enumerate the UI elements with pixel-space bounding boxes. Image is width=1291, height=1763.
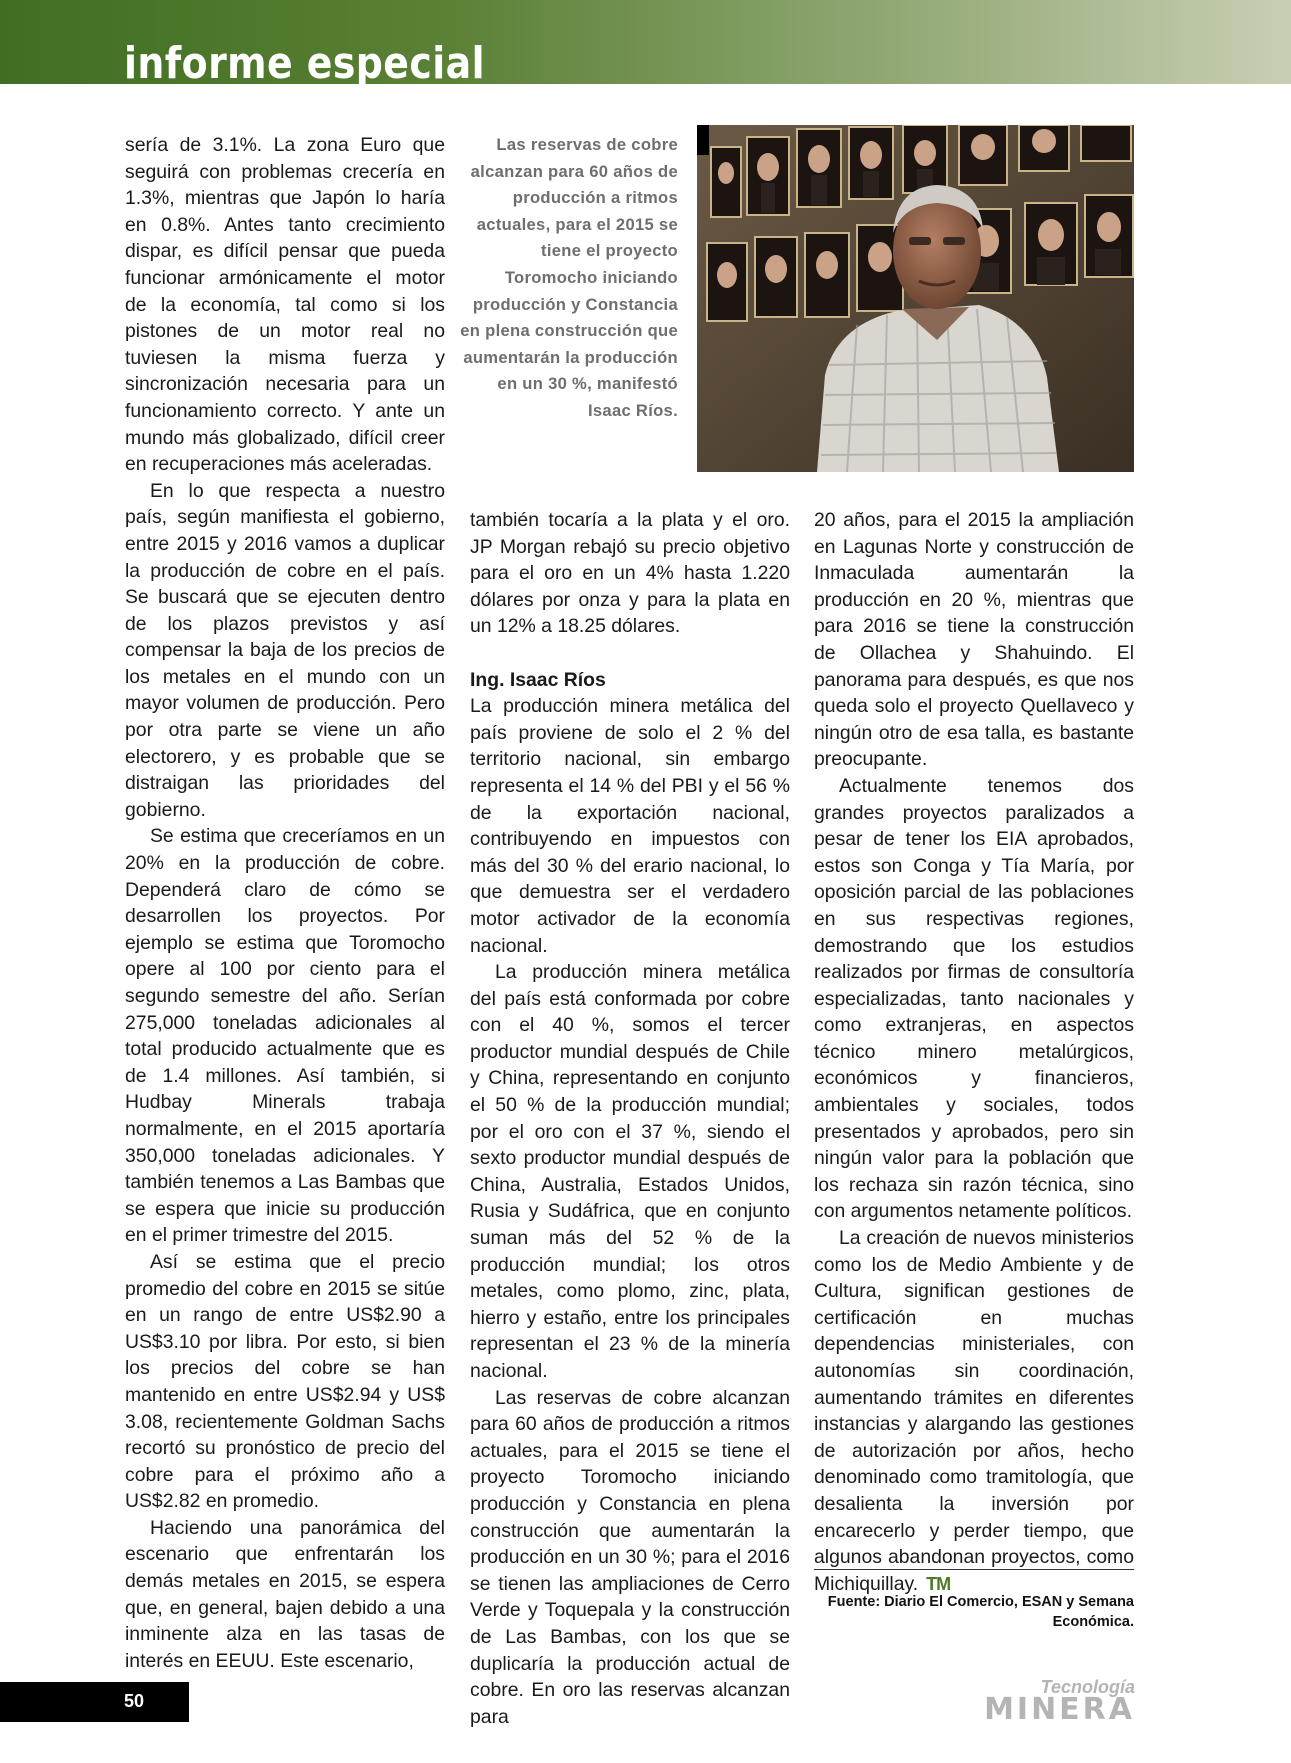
photo-isaac-rios	[697, 125, 1134, 472]
page-number-box	[0, 1682, 189, 1722]
column-3	[814, 507, 1134, 1597]
pull-quote	[460, 132, 678, 425]
subheading: Ing. Isaac Ríos	[470, 668, 606, 691]
column-1	[125, 132, 445, 1674]
logo-top-text: Tecnología	[1040, 1677, 1135, 1697]
logo-bottom-text: MINERA	[984, 1692, 1135, 1727]
column-2	[470, 507, 790, 1730]
paragraph: sería de 3.1%. La zona Euro que seguirá con problemas crecería en 1.3%, mientras que Japón lo haría en 0.8%. Antes tanto crecimiento dispar, es difícil pensar que pueda funcionar armónicamente el motor de la economía, tal como si los pistones de un motor real no tuviesen la misma fuerza y sincronización necesaria para un funcionamiento correcto. Y ante un mundo más globalizado, difícil creer en recuperaciones más aceleradas.	[125, 134, 445, 476]
spacer	[470, 640, 790, 667]
paragraph: Haciendo una panorámica del escenario que enfrentarán los demás metales en 2015, se espera que, en general, bajen debido a una inminente alza en las tasas de interés en EEUU. Este escenario,	[125, 1516, 445, 1672]
divider	[814, 1569, 1134, 1570]
section-title: informe especial	[124, 38, 486, 89]
paragraph: 20 años, para el 2015 la ampliación en Lagunas Norte y construcción de Inmaculada aumentarán la producción en 20 %, mientras que para 2016 se tiene la construcción de Ollachea y Shahuindo. El panorama para después, es que nos queda solo el proyecto Quellaveco y ningún otro de esa talla, es bastante preocupante.	[814, 509, 1134, 771]
pull-quote-text: Las reservas de cobre alcanzan para 60 años de producción a ritmos actuales, para el 2015 se tiene el proyecto Toromocho iniciando producción y Constancia en plena construcción que aumentarán la producción en un 30 %, manifestó Isaac Ríos.	[460, 135, 678, 420]
paragraph: La producción minera metálica del país proviene de solo el 2 % del territorio nacional, sin embargo representa el 14 % del PBI y el 56 % de la exportación nacional, contribuyendo en impuestos con más del 30 % del erario nacional, lo que demuestra ser el verdadero motor activador de la economía nacional.	[470, 695, 790, 957]
paragraph: Las reservas de cobre alcanzan para 60 años de producción a ritmos actuales, para el 2015 se tiene el proyecto Toromocho iniciando producción y Constancia en plena construcción que aumentarán la producción en un 30 %; para el 2016 se tienen las ampliaciones de Cerro Verde y Toquepala y la construcción de Las Bambas, con los que se duplicaría la producción actual de cobre. En oro las reservas alcanzan para	[470, 1386, 790, 1728]
paragraph: Así se estima que el precio promedio del cobre en 2015 se sitúe en un rango de entre US$2.90 a US$3.10 por libra. Por esto, si bien los precios del cobre se han mantenido en entre US$2.94 y US$ 3.08, recientemente Goldman Sachs recortó su pronóstico de precio del cobre para el próximo año a US$2.82 en promedio.	[125, 1250, 445, 1513]
page-number: 50	[124, 1691, 145, 1711]
paragraph: Se estima que creceríamos en un 20% en la producción de cobre. Dependerá claro de cómo se desarrollen los proyectos. Por ejemplo se estima que Toromocho opere al 100 por ciento para el segundo semestre del año. Serían 275,000 toneladas adicionales al total producido actualmente que es de 1.4 millones. Así también, si Hudbay Minerals trabaja normalmente, en el 2015 aportaría 350,000 toneladas adicionales. Y también tenemos a Las Bambas que se espera que inicie su producción en el primer trimestre del 2015.	[125, 825, 445, 1247]
paragraph: La producción minera metálica del país está conformada por cobre con el 40 %, somos el tercer productor mundial después de Chile y China, representando en conjunto el 50 % de la producción mundial; por el oro con el 37 %, siendo el sexto productor mundial después de China, Australia, Estados Unidos, Rusia y Sudáfrica, que en conjunto suman más del 52 % de la producción mundial; los otros metales, como plomo, zinc, plata, hierro y estaño, entre los principales representan el 23 % de la minería nacional.	[470, 961, 790, 1382]
paragraph: Actualmente tenemos dos grandes proyectos paralizados a pesar de tener los EIA aprobados, estos son Conga y Tía María, por oposición parcial de las poblaciones en sus respectivas regiones, demostrando que los estudios realizados por firmas de consultoría especializadas, tanto nacionales y como extranjeras, en aspectos técnico minero metalúrgicos, económicos y financieros, ambientales y sociales, todos presentados y aprobados, pero sin ningún valor para la población que los rechaza sin razón técnica, sino con argumentos netamente políticos.	[814, 774, 1134, 1223]
paragraph-text: La creación de nuevos ministerios como los de Medio Ambiente y de Cultura, significan gestiones de certificación en muchas dependencias ministeriales, con autonomías sin coordinación, aumentando trámites en diferentes instancias y alargando las gestiones de autorización por años, hecho denominado como tramitología, que desalienta la inversión por encarecerlo y perder tiempo, que algunos abandonan proyectos, como Michiquillay.	[814, 1227, 1134, 1595]
source-note: Fuente: Diario El Comercio, ESAN y Semana Económica.	[827, 1594, 1134, 1630]
paragraph: En lo que respecta a nuestro país, según manifiesta el gobierno, entre 2015 y 2016 vamos a duplicar la producción de cobre en el país. Se buscará que se ejecuten dentro de los plazos previstos y así compensar la baja de los precios de los metales en el mundo con un mayor volumen de producción. Pero por otra parte se viene un año electorero, y es probable que se distraigan las prioridades del gobierno.	[125, 479, 445, 821]
end-mark-logo: TM	[926, 1573, 951, 1594]
photo-illustration	[697, 125, 1134, 472]
paragraph: también tocaría a la plata y el oro. JP Morgan rebajó su precio objetivo para el oro en un 4% hasta 1.220 dólares por onza y para la plata en un 12% a 18.25 dólares.	[470, 509, 790, 638]
magazine-logo	[984, 1677, 1135, 1727]
paragraph	[814, 1225, 1134, 1597]
